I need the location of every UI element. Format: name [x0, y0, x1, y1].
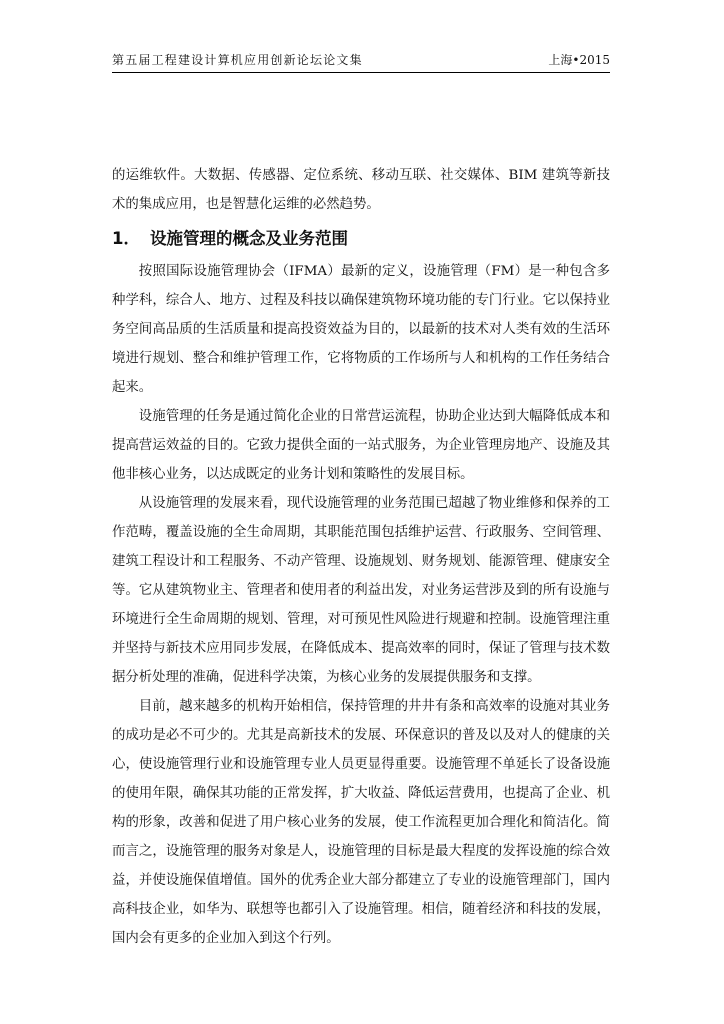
- page-body: [112, 161, 610, 953]
- continued-paragraph: 的运维软件。大数据、传感器、定位系统、移动互联、社交媒体、BIM 建筑等新技术的集成应用，也是智慧化运维的必然趋势。: [112, 168, 610, 212]
- paragraph-fm-tasks: 设施管理的任务是通过简化企业的日常营运流程，协助企业达到大幅降低成本和提高营运效益的目的。它致力提供全面的一站式服务，为企业管理房地产、设施及其他非核心业务，以达成既定的业务计划和策略性的发展目标。: [112, 409, 610, 482]
- proceedings-title: 第五届工程建设计算机应用创新论坛论文集: [112, 53, 363, 67]
- paragraph-ifma-definition: 按照国际设施管理协会（IFMA）最新的定义，设施管理（FM）是一种包含多种学科，综合人、地方、过程及科技以确保建筑物环境功能的专门行业。它以保持业务空间高品质的生活质量和提高投资效益为目的，以最新的技术对人类有效的生活环境进行规划、整合和维护管理工作，它将物质的工作场所与人和机构的工作任务结合起来。: [112, 264, 610, 395]
- section-title: 设施管理的概念及业务范围: [149, 229, 348, 248]
- paragraph-fm-importance: 目前，越来越多的机构开始相信，保持管理的井井有条和高效率的设施对其业务的成功是必不可少的。尤其是高新技术的发展、环保意识的普及以及对人的健康的关心，使设施管理行业和设施管理专业人员更显得重要。设施管理不单延长了设备设施的使用年限，确保其功能的正常发挥，扩大收益、降低运营费用，也提高了企业、机构的形象，改善和促进了用户核心业务的发展，使工作流程更加合理化和简洁化。简而言之，设施管理的服务对象是人，设施管理的目标是最大程度的发挥设施的综合效益，并使设施保值增值。国外的优秀企业大部分都建立了专业的设施管理部门，国内高科技企业，如华为、联想等也都引入了设施管理。相信，随着经济和科技的发展，国内会有更多的企业加入到这个行列。: [112, 699, 610, 946]
- venue-year: 上海•2015: [548, 53, 610, 67]
- paragraph-fm-scope: 从设施管理的发展来看，现代设施管理的业务范围已超越了物业维修和保养的工作范畴，覆盖设施的全生命周期，其职能范围包括维护运营、行政服务、空间管理、建筑工程设计和工程服务、不动产管理、设施规划、财务规划、能源管理、健康安全等。它从建筑物业主、管理者和使用者的利益出发，对业务运营涉及到的所有设施与环境进行全生命周期的规划、管理，对可预见性风险进行规避和控制。设施管理注重并坚持与新技术应用同步发展，在降低成本、提高效率的同时，保证了管理与技术数据分析处理的准确，促进科学决策，为核心业务的发展提供服务和支撑。: [112, 496, 610, 685]
- section-number: 1．: [112, 229, 140, 248]
- section-heading: [112, 224, 610, 254]
- running-header: [112, 47, 610, 73]
